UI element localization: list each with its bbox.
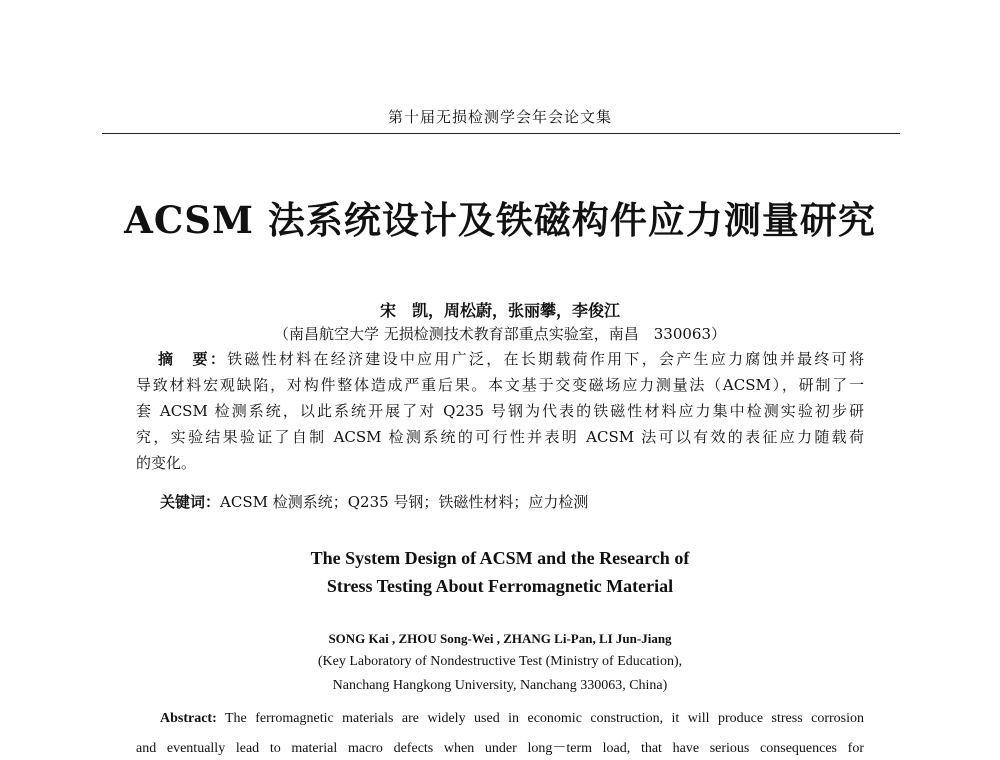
affiliation: （南昌航空大学 无损检测技术教育部重点实验室，南昌 330063） <box>273 325 727 343</box>
abstract-en-line: and eventually lead to material macro defects when under long－term load, that have serious consequences for <box>136 741 864 756</box>
abstract-cn-line: 导致材料宏观缺陷，对构件整体造成严重后果。本文基于交变磁场应力测量法（ACSM），研制了一 <box>136 376 864 394</box>
title-en-line: Stress Testing About Ferromagnetic Material <box>326 576 674 596</box>
abstract-cn-line <box>136 348 864 369</box>
abstract-cn-line: 究，实验结果验证了自制 ACSM 检测系统的可行性并表明 ACSM 法可以有效的表征应力随载荷 <box>136 428 864 446</box>
abstract-cn-text: 铁磁性材料在经济建设中应用广泛，在长期载荷作用下，会产生应力腐蚀并最终可将 <box>227 350 864 368</box>
keywords-cn <box>160 491 588 512</box>
keywords-cn-text: ACSM 检测系统；Q235 号钢；铁磁性材料；应力检测 <box>220 493 589 511</box>
abstract-en-line <box>136 711 864 727</box>
affiliation-en-line: (Key Laboratory of Nondestructive Test (Ministry of Education), <box>317 654 683 669</box>
header-rule <box>102 133 900 134</box>
abstract-cn-line: 的变化。 <box>136 454 197 472</box>
authors-en: SONG Kai , ZHOU Song-Wei , ZHANG Li-Pan, LI Jun-Jiang <box>328 631 672 646</box>
abstract-cn-label: 摘 要： <box>158 350 228 368</box>
abstract-en-text: The ferromagnetic materials are widely used in economic construction, it will produce stress corrosion <box>224 711 864 726</box>
authors: 宋 凯，周松蔚，张丽攀，李俊江 <box>379 301 620 320</box>
abstract-cn-line: 套 ACSM 检测系统，以此系统开展了对 Q235 号钢为代表的铁磁性材料应力集中检测实验初步研 <box>136 402 864 420</box>
keywords-cn-label: 关键词： <box>160 493 221 511</box>
abstract-en-label: Abstract: <box>160 711 217 726</box>
running-head: 第十届无损检测学会年会论文集 <box>387 108 612 126</box>
affiliation-en-line: Nanchang Hangkong University, Nanchang 330063, China) <box>332 678 668 693</box>
title-en-line: The System Design of ACSM and the Research of <box>310 548 690 568</box>
paper-title: ACSM 法系统设计及铁磁构件应力测量研究 <box>124 198 876 242</box>
